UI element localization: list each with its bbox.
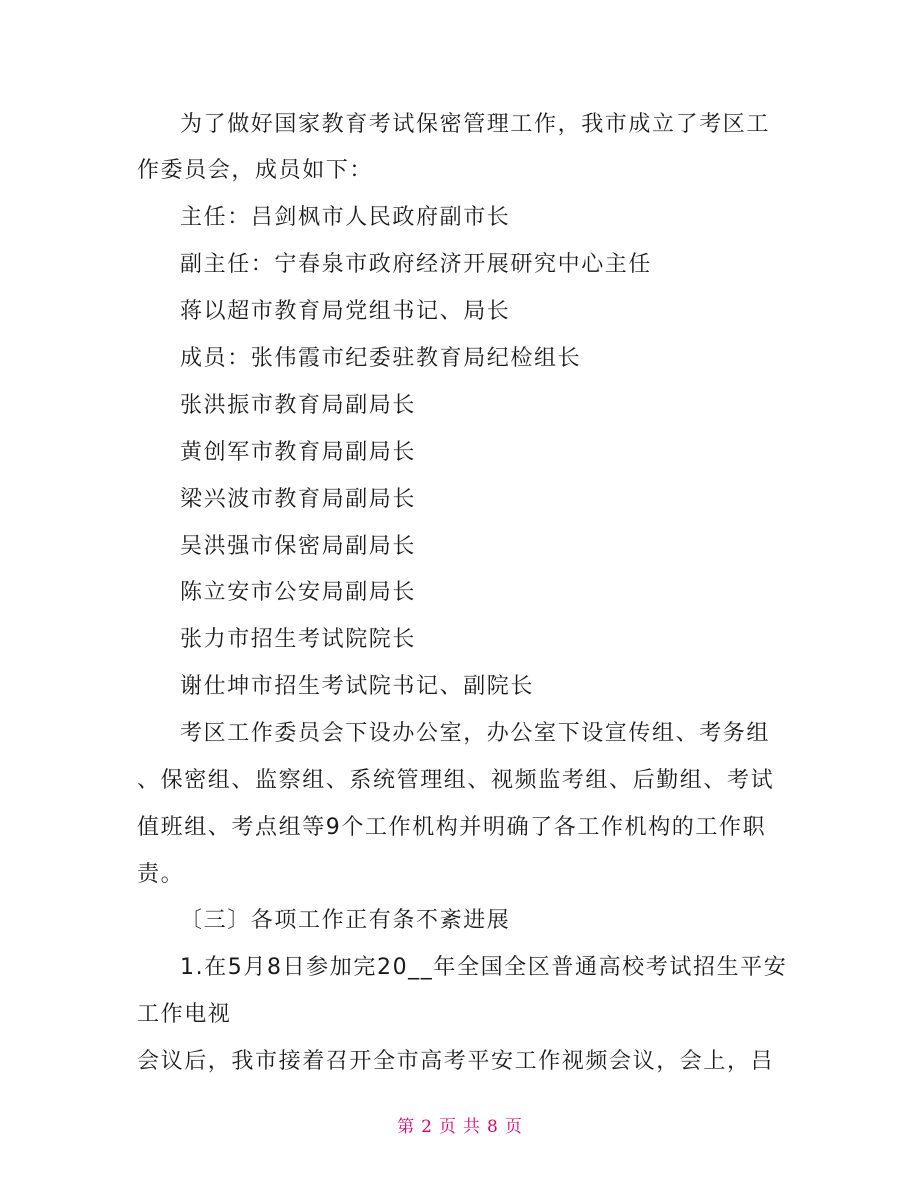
- office-paragraph-line-4: 责。: [137, 862, 185, 887]
- office-paragraph-line-2: 、保密组、监察组、系统管理组、视频监考组、后勤组、考试: [137, 768, 775, 793]
- footer-total-unit: 页: [504, 1117, 523, 1137]
- footer-total-prefix: 共: [463, 1117, 481, 1137]
- member-line-5: 吴洪强市保密局副局长: [180, 534, 417, 559]
- footer-current-page: 2: [421, 1117, 433, 1137]
- item-1-line-1: 1.在5月8日参加完20__年全国全区普通高校考试招生平安: [180, 955, 788, 980]
- footer-prefix: 第: [397, 1117, 416, 1137]
- member-line-1: 成员：张伟霞市纪委驻教育局纪检组长: [180, 346, 582, 371]
- director-line: 主任：吕剑枫市人民政府副市长: [180, 205, 511, 230]
- member-line-4: 梁兴波市教育局副局长: [180, 487, 417, 512]
- item-1-line-2: 工作电视: [137, 1002, 232, 1027]
- item-1-line-3: 会议后，我市接着召开全市高考平安工作视频会议，会上，吕: [137, 1049, 775, 1074]
- member-line-7: 张力市招生考试院院长: [180, 627, 417, 652]
- member-line-6: 陈立安市公安局副局长: [180, 580, 417, 605]
- member-line-8: 谢仕坤市招生考试院书记、副院长: [180, 674, 535, 699]
- deputy-director-line-2: 蒋以超市教育局党组书记、局长: [180, 299, 511, 324]
- page-footer: [0, 1112, 920, 1137]
- office-paragraph-line-3: 值班组、考点组等9个工作机构并明确了各工作机构的工作职: [137, 815, 767, 840]
- member-line-3: 黄创军市教育局副局长: [180, 440, 417, 465]
- footer-total-pages: 8: [487, 1117, 499, 1137]
- section-heading: 〔三〕各项工作正有条不紊进展: [180, 908, 511, 933]
- paragraph-intro-line-1: 为了做好国家教育考试保密管理工作，我市成立了考区工: [180, 112, 771, 137]
- deputy-director-line-1: 副主任：宁春泉市政府经济开展研究中心主任: [180, 252, 653, 277]
- member-line-2: 张洪振市教育局副局长: [180, 393, 417, 418]
- paragraph-intro-line-2: 作委员会，成员如下：: [137, 158, 374, 183]
- office-paragraph-line-1: 考区工作委员会下设办公室，办公室下设宣传组、考务组: [180, 721, 771, 746]
- footer-page-unit: 页: [439, 1117, 457, 1137]
